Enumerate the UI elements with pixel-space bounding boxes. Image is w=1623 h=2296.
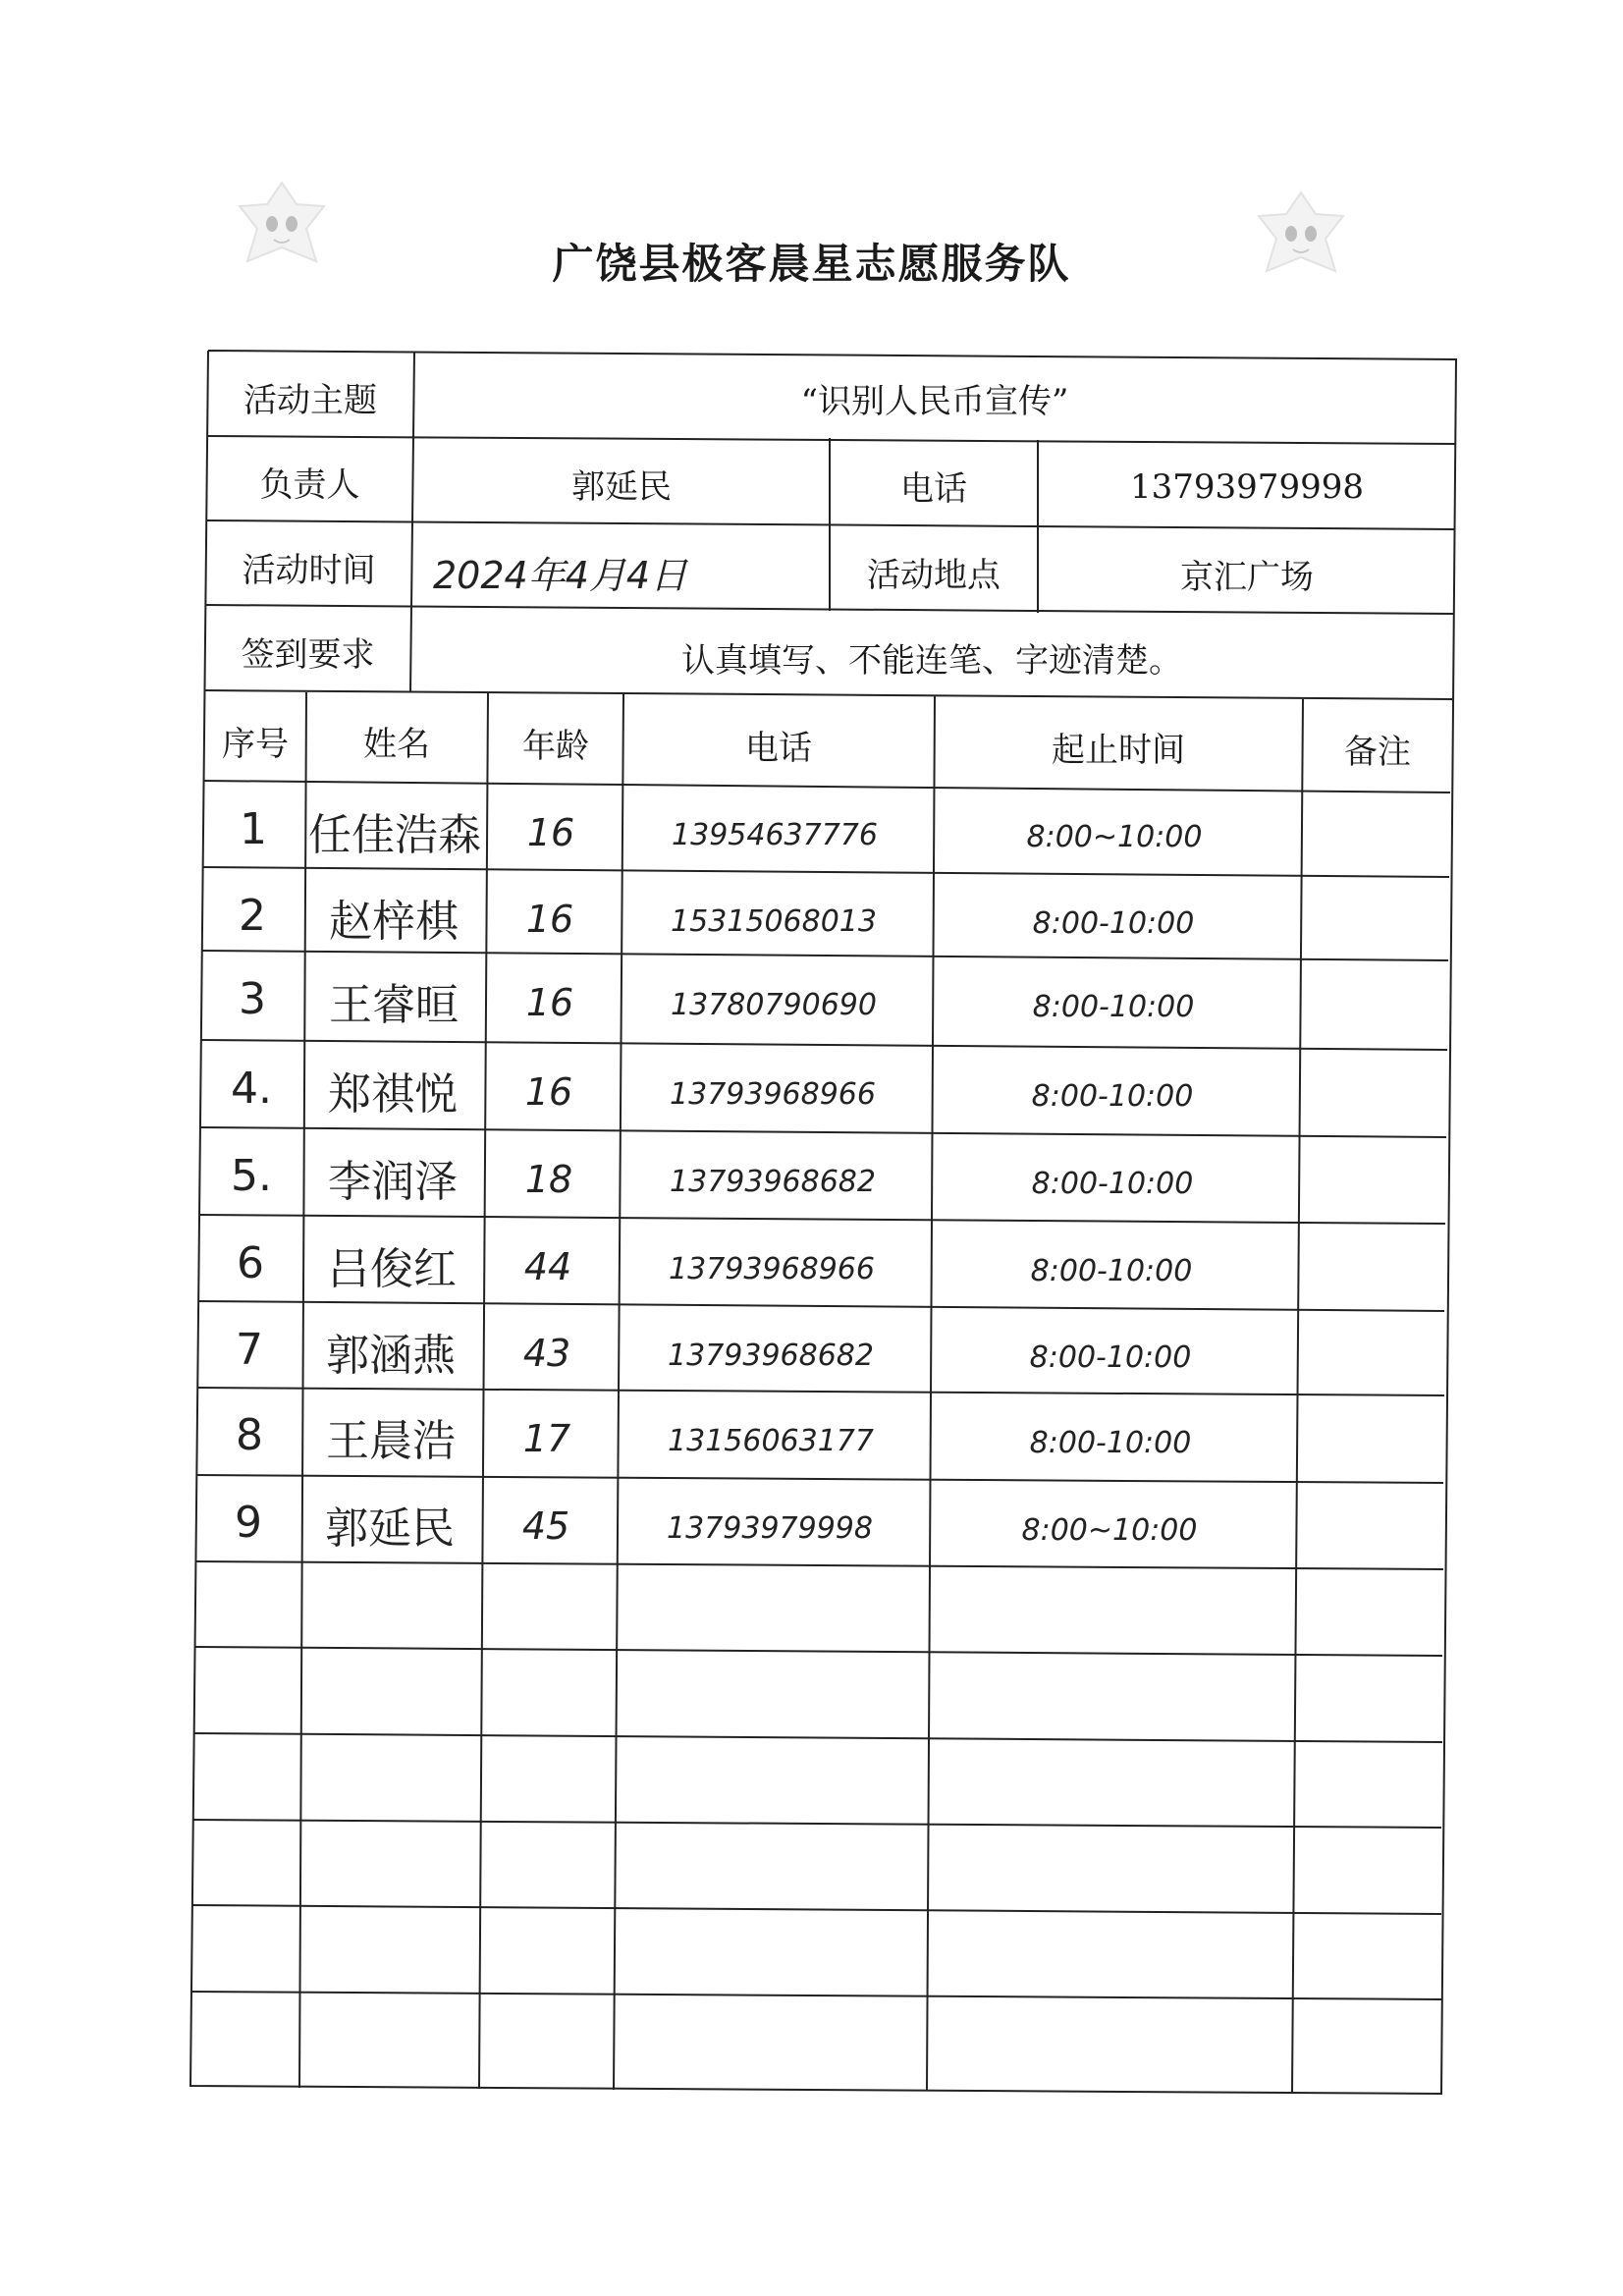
rule-label: 签到要求 [241,634,375,675]
cell-remark [1290,1919,1437,2005]
cell-remark [1296,1142,1443,1229]
cell-age [476,1741,612,1828]
cell-name: 郭涵燕 [326,1331,456,1381]
cell-remark [1297,882,1444,968]
cell-phone: 13954637776 [672,817,878,852]
cell-index [195,1824,298,1910]
cell-phone: 13793979998 [667,1510,873,1546]
cell-remark [1294,1401,1441,1488]
time-value: 2024年4月4日 [433,553,688,597]
cell-age: 43 [522,1332,571,1375]
cell-age [475,1999,611,2086]
cell-time [923,1917,1290,2003]
rule-value: 认真填写、不能连笔、字迹清楚。 [681,640,1182,681]
cell-name [297,1911,477,1997]
cell-index [197,1565,299,1652]
cell-remark [1295,1230,1442,1316]
cell-index: 4. [231,1063,272,1114]
cell-phone [613,1657,925,1743]
theme-label: 活动主题 [243,380,377,420]
cell-remark [1296,1055,1443,1141]
cell-index [194,1995,297,2082]
cell-phone: 13793968966 [670,1076,876,1112]
cell-time: 8:00-10:00 [1029,1339,1192,1375]
cell-remark [1291,1747,1438,1833]
cell-index [194,1909,297,1995]
cell-time: 8:00-10:00 [1031,1166,1194,1201]
cell-time: 8:00~10:00 [1026,819,1203,854]
cell-phone: 13793968682 [670,1164,876,1199]
cell-index: 3 [239,973,266,1024]
cell-name: 任佳浩森 [308,810,481,860]
cell-phone: 13793968966 [669,1251,875,1286]
col-header-age: 年龄 [522,726,589,766]
cell-phone: 13780790690 [671,987,877,1022]
cell-name: 王睿晅 [329,980,459,1030]
place-label: 活动地点 [867,555,1001,595]
cell-phone [611,2001,923,2088]
cell-time: 8:00-10:00 [1032,989,1195,1024]
cell-index: 2 [239,890,266,941]
place-value: 京汇广场 [1180,557,1314,597]
cell-phone: 13156063177 [668,1423,874,1458]
cell-phone: 15315068013 [671,903,877,939]
cell-index: 6 [237,1237,264,1288]
cell-phone [612,1743,924,1830]
leader-value: 郭延民 [571,466,672,507]
leader-label: 负责人 [259,465,360,505]
cell-name [298,1826,478,1912]
cell-time [925,1659,1292,1745]
cell-phone: 13793968682 [668,1338,874,1373]
cell-phone [614,1571,926,1658]
cell-index: 7 [236,1324,263,1375]
col-header-remark: 备注 [1344,732,1411,772]
cell-time: 8:00-10:00 [1030,1253,1193,1288]
col-header-phone: 电话 [745,728,812,768]
cell-age [475,1913,611,1999]
cell-remark [1298,795,1445,882]
col-header-index: 序号 [222,724,289,764]
cell-index [196,1651,298,1737]
cell-age: 16 [525,898,574,941]
cell-time: 8:00~10:00 [1021,1512,1198,1548]
cell-time: 8:00-10:00 [1029,1425,1192,1460]
cell-age: 44 [523,1245,572,1288]
cell-remark [1292,1661,1439,1747]
cell-name: 王晨浩 [326,1416,456,1466]
cell-name: 赵梓棋 [329,897,459,947]
cell-remark [1293,1489,1440,1575]
col-header-time: 起止时间 [1052,730,1185,770]
time-label: 活动时间 [242,550,376,590]
cell-name [298,1739,478,1826]
cell-name [298,1653,479,1739]
cell-remark [1291,1833,1438,1920]
cell-name: 吕俊红 [327,1244,457,1294]
cell-name [297,1997,477,2084]
cell-time [924,1745,1291,1831]
cell-age: 45 [521,1504,570,1548]
cell-age [478,1569,614,1656]
cell-index: 1 [240,803,267,854]
cell-age: 16 [526,811,575,854]
page-title: 广饶县极客晨星志愿服务队 [552,240,1071,288]
cell-time [926,1573,1293,1660]
cell-name: 李润泽 [328,1157,458,1207]
cell-remark [1293,1575,1440,1662]
cell-time: 8:00-10:00 [1032,905,1195,941]
cell-index: 9 [235,1497,262,1548]
cell-age [477,1655,613,1741]
cell-remark [1290,2005,1437,2092]
theme-value: “识别人民币宣传” [800,381,1069,421]
cell-age: 16 [524,1070,573,1114]
phone-label: 电话 [900,468,967,509]
cell-name [299,1567,480,1654]
cell-index [195,1737,298,1824]
cell-phone [612,1830,924,1916]
phone-value: 13793979998 [1130,467,1364,507]
cell-index: 8 [236,1409,263,1460]
cell-remark [1297,965,1444,1052]
cell-time [924,1831,1291,1918]
cell-age: 18 [524,1158,573,1201]
col-header-name: 姓名 [363,724,430,764]
cell-remark [1294,1316,1441,1402]
cell-age: 16 [525,981,574,1024]
cell-time: 8:00-10:00 [1031,1078,1194,1114]
cell-age [476,1828,612,1914]
cell-name: 郭延民 [325,1503,455,1554]
cell-time [923,2003,1290,2090]
cell-phone [611,1915,923,2001]
cell-index: 5. [231,1150,272,1201]
cell-name: 郑祺悦 [328,1069,458,1120]
cell-age: 17 [522,1417,571,1460]
